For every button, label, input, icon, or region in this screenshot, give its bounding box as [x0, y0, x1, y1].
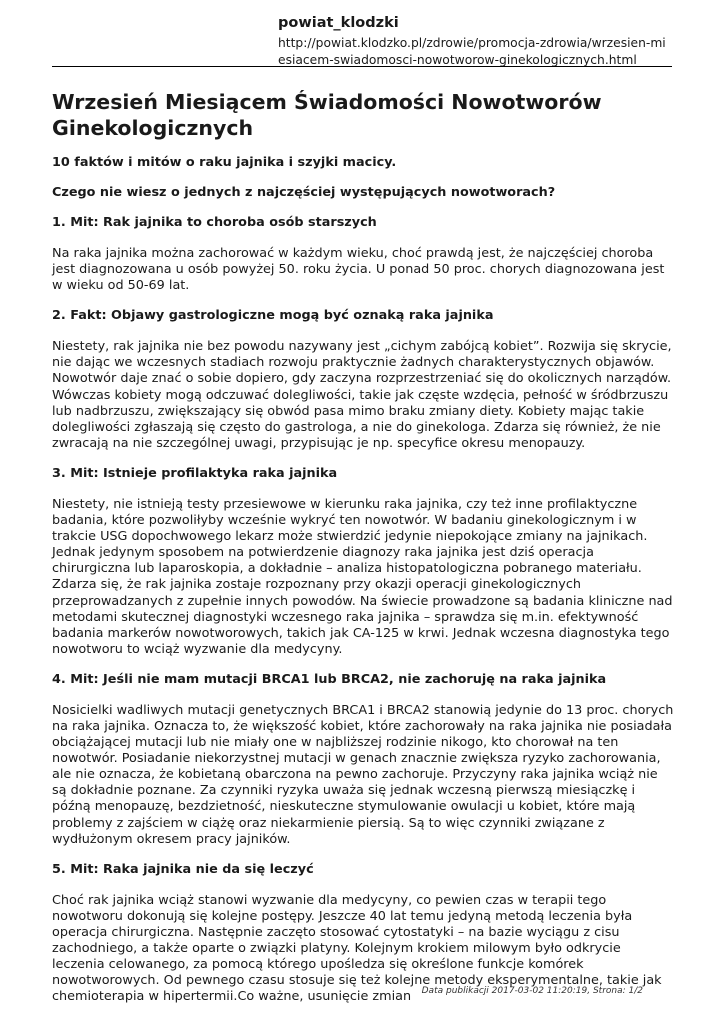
section-3-title: 3. Mit: Istnieje profilaktyka raka jajnika: [52, 465, 338, 481]
section-4-title: 4. Mit: Jeśli nie mam mutacji BRCA1 lub BRCA2, nie zachoruję na raka jajnika: [52, 671, 607, 687]
article-lead-1: 10 faktów i mitów o raku jajnika i szyjki macicy.: [52, 155, 397, 170]
page-footer: Data publikacji 2017-03-02 11:20:19, Strona: 1/2: [421, 986, 643, 996]
document-header: [278, 14, 678, 68]
section-5-title: 5. Mit: Raka jajnika nie da się leczyć: [52, 861, 314, 877]
article-title: Wrzesień Miesiącem Świadomości Nowotworów Ginekologicznych: [52, 90, 602, 140]
header-divider: [52, 66, 672, 67]
section-2-title: 2. Fakt: Objawy gastrologiczne mogą być oznaką raka jajnika: [52, 308, 494, 324]
source-url-line-2: esiacem-swiadomosci-nowotworow-ginekologicznych.html: [278, 52, 637, 67]
source-url[interactable]: [278, 35, 678, 68]
section-4-body: Nosicielki wadliwych mutacji genetycznych BRCA1 i BRCA2 stanowią jedynie do 13 proc. chorych na raka jajnika. Oznacza to, że większość kobiet, które zachorowały na raka jajnika nie posiadała obciążającej mutacji lub nie miały one w najbliższej rodzinie nikogo, kto chorował na ten nowotwór. Posiadanie niekorzystnej mutacji w genach znacznie zwiększa ryzyko zachorowania, ale nie oznacza, że kobietaną obarczona na pewno zachoruje. Przyczyny raka jajnika wciąż nie są dokładnie poznane. Za czynniki ryzyka uważa się jednak wczesną pierwszą miesiączkę i późną menopauzę, bezdzietność, nieskuteczne stymulowanie owulacji u kobiet, które mają problemy z zajściem w ciążę oraz niekarmienie piersią. Są to więc czynniki związane z wydłużonym okresem pracy jajników.: [52, 702, 674, 847]
section-2-body: Niestety, rak jajnika nie bez powodu nazywany jest „cichym zabójcą kobiet”. Rozwija się skrycie, nie dając we wczesnych stadiach rozwoju praktycznie żadnych charakterystycznych objawów. Nowotwór daje znać o sobie dopiero, gdy zaczyna rozprzestrzeniać się do okolicznych narządów. Wówczas kobiety mogą odczuwać dolegliwości, takie jak częste wzdęcia, pełność w śródbrzuszu lub nadbrzuszu, zwiększający się obwód pasa mimo braku zmiany diety. Kobiety mając takie dolegliwości zgłaszają się często do gastrologa, a nie do ginekologa. Zdarza się również, że nie zwracają na nie szczególnej uwagi, przypisując je np. specyfice okresu menopauzy.: [52, 339, 672, 451]
section-1-body: Na raka jajnika można zachorować w każdym wieku, choć prawdą jest, że najczęściej choroba jest diagnozowana u osób powyżej 50. roku życia. U ponad 50 proc. chorych diagnozowana jest w wieku od 50-69 lat.: [52, 246, 665, 294]
section-1-title: 1. Mit: Rak jajnika to choroba osób starszych: [52, 215, 377, 230]
section-3-body: Niestety, nie istnieją testy przesiewowe w kierunku raka jajnika, czy też inne profilaktyczne badania, które pozwoliłyby wcześnie wykryć ten nowotwór. W badaniu ginekologicznym i w trakcie USG dopochwowego lekarz może stwierdzić jedynie niepokojące zmiany na jajnikach. Jednak jedynym sposobem na potwierdzenie diagnozy raka jajnika jest dziś operacja chirurgiczna lub laparoskopia, a dokładnie – analiza histopatologiczna pobranego materiału. Zdarza się, że rak jajnika zostaje rozpoznany przy okazji operacji ginekologicznych przeprowadzanych z zupełnie innych powodów. Na świecie prowadzone są badania kliniczne nad metodami skutecznej diagnostyki wczesnego raka jajnika – sprawdza się m.in. efektywność badania markerów nowotworowych, takich jak CA-125 w krwi. Jednak wczesna diagnostyka tego nowotworu to wciąż wyzwanie dla medycyny.: [52, 496, 673, 657]
article: [52, 90, 674, 1019]
section-5-body: Choć rak jajnika wciąż stanowi wyzwanie dla medycyny, co pewien czas w terapii tego nowotworu dokonują się kolejne postępy. Jeszcze 40 lat temu jedyną metodą leczenia była operacja chirurgiczna. Następnie zaczęto stosować cytostatyki – na bazie wyciągu z cisu zachodniego, a także oparte o związki platyny. Kolejnym krokiem milowym było odkrycie leczenia celowanego, za pomocą którego upośledza się określone funkcje komórek nowotworowych. Od pewnego czasu stosuje się też kolejne metody eksperymentalne, takie jak chemioterapia w hipertermii.Co ważne, usunięcie zmian: [52, 892, 662, 1005]
site-name: powiat_klodzki: [278, 15, 399, 31]
source-url-line-1: http://powiat.klodzko.pl/zdrowie/promocja-zdrowia/wrzesien-mi: [278, 36, 666, 50]
article-lead-2: Czego nie wiesz o jednych z najczęściej występujących nowotworach?: [52, 185, 556, 200]
